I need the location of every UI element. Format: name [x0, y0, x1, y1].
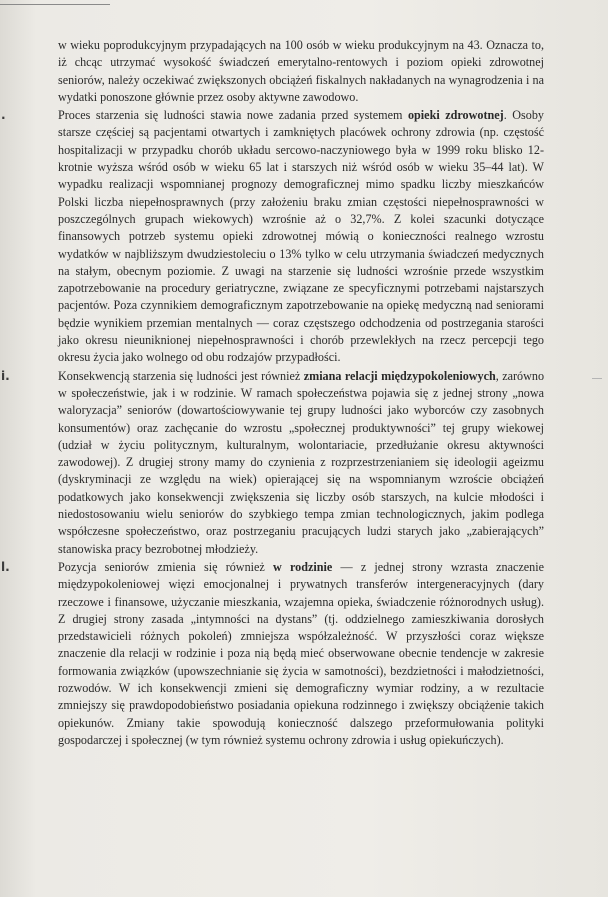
scan-artifact-mark — [592, 378, 602, 379]
emphasis-term: w rodzinie — [273, 559, 333, 574]
paragraph-text: . Osoby starsze częściej są pacjentami otwartych i zamkniętych placówek ochrony zdrowia (np. częstość hospitalizacji w przypadku chorób układu sercowo-naczyniowego była w 1999 roku blisko 12-krotnie wyższa wśród osób w wieku 65 lat i starszych niż wśród osób w wieku 35–44 lat). W wypadku realizacji wspomnianej prognozy demograficznej mimo spadku liczby mieszkańców Polski liczba niepełnosprawnych (przy założeniu braku zmian częstości niepełnosprawności w poszczególnych grupach wiekowych) wzrośnie aż o 32,7%. Z kolei szacunki dotyczące finansowych potrzeb systemu opieki zdrowotnej mówią o konieczności realnego wzrostu wydatków w najbliższym dwudziestoleciu o 13% tylko w celu utrzymania świadczeń medycznych na stałym, obecnym poziomie. Z uwagi na starzenie się ludności wzrośnie przede wszystkim zapotrzebowanie na procedury geriatryczne, związane ze specyficznymi potrzebami najstarszych pacjentów. Poza czynnikiem demograficznym zapotrzebowanie na opiekę medyczną nad seniorami będzie wynikiem przemian mentalnych — coraz częstszego odchodzenia od postrzegania starości jako okresu nieuniknionej niepełnosprawności i chorób przewlekłych na rzecz percepcji tego okresu życia jako wolnego od obu rodzajów przypadłości. — [58, 108, 544, 365]
paragraph-continuation — [58, 37, 544, 106]
paragraph-text: Pozycja seniorów zmienia się również — [58, 559, 274, 574]
list-marker: . — [1, 108, 6, 123]
paragraph-text: Proces starzenia się ludności stawia nowe zadania przed systemem — [58, 108, 408, 123]
paragraph-text: , zarówno w społeczeństwie, jak i w rodzinie. W ramach społeczeństwa pojawia się z jednej strony „nowa waloryzacja” seniorów (dowartościowywanie tej grupy ludności jako wyborców czy zasobnych konsumentów) oraz zachęcanie do wzrostu „społecznej produktywności” tej grupy wiekowej (udział w życiu politycznym, kulturalnym, wolontariacie, przedłużanie okresu aktywności zawodowej). Z drugiej strony mamy do czynienia z rozprzestrzenianiem się ideologii ageizmu (dyskryminacji ze względu na wiek) opierającej się na wspomnianym wzroście obciążeń podatkowych jako konsekwencji zwiększenia się liczby osób starszych, na kulcie młodości i niedostosowaniu wielu seniorów do szybkiego tempa zmian technologicznych, jakim podlega współczesne społeczeństwo, oraz postrzeganiu pracujących ludzi starych jako „zabierających” stanowiska pracy bezrobotnej młodzieży. — [58, 368, 545, 556]
top-rule — [0, 4, 110, 5]
paragraph-text: — z jednej strony wzrasta znaczenie międzypokoleniowej więzi emocjonalnej i prywatnych transferów intergeneracyjnych (dary rzeczowe i finansowe, użyczanie mieszkania, wzajemna opieka, świadczenie różnorodnych usług). Z drugiej strony zasada „intymności na dystans” (tj. oddzielnego zamieszkiwania dorosłych przedstawicieli różnych pokoleń) zmniejsza współzależność. W przyszłości coraz większe znaczenie dla relacji w rodzinie i poza nią będą mieć obserwowane obecnie tendencje w zakresie formowania związków (upowszechnianie się życia w samotności), bezdzietności i małodzietności, rozwodów. W ich konsekwencji zmieni się demograficzny wymiar rodziny, a w rezultacie zmniejszy się prawdopodobieństwo posiadania opiekuna rodzinnego i zwiększy obciążenie takich opiekunów. Zmiany takie spowodują konieczność dalszego przeformułowania polityki gospodarczej i społecznej (w tym również systemu ochrony zdrowia i usług opiekuńczych). — [58, 559, 544, 747]
paragraph-text: Konsekwencją starzenia się ludności jest również — [58, 368, 304, 383]
page-text — [1, 36, 545, 749]
paragraph-family — [1, 559, 544, 749]
paragraph-text: w wieku poprodukcyjnym przypadających na 100 osób w wieku produkcyjnym na 43. Oznacza to, iż chcąc utrzymać wysokość świadczeń emerytalno-rentowych i poziom opieki zdrowotnej seniorów, należy oczekiwać zwiększonych obciążeń fiskalnych nakładanych na wynagrodzenia i na wydatki ponoszone głównie przez osoby aktywne zawodowo. — [58, 38, 544, 104]
emphasis-term: opieki zdrowotnej — [407, 108, 504, 123]
paragraph-health-care — [1, 107, 544, 366]
emphasis-term: zmiana relacji międzypokoleniowych — [303, 368, 496, 383]
paragraph-intergenerational — [1, 368, 545, 558]
list-marker: l. — [1, 559, 10, 574]
list-marker: i. — [1, 368, 10, 383]
